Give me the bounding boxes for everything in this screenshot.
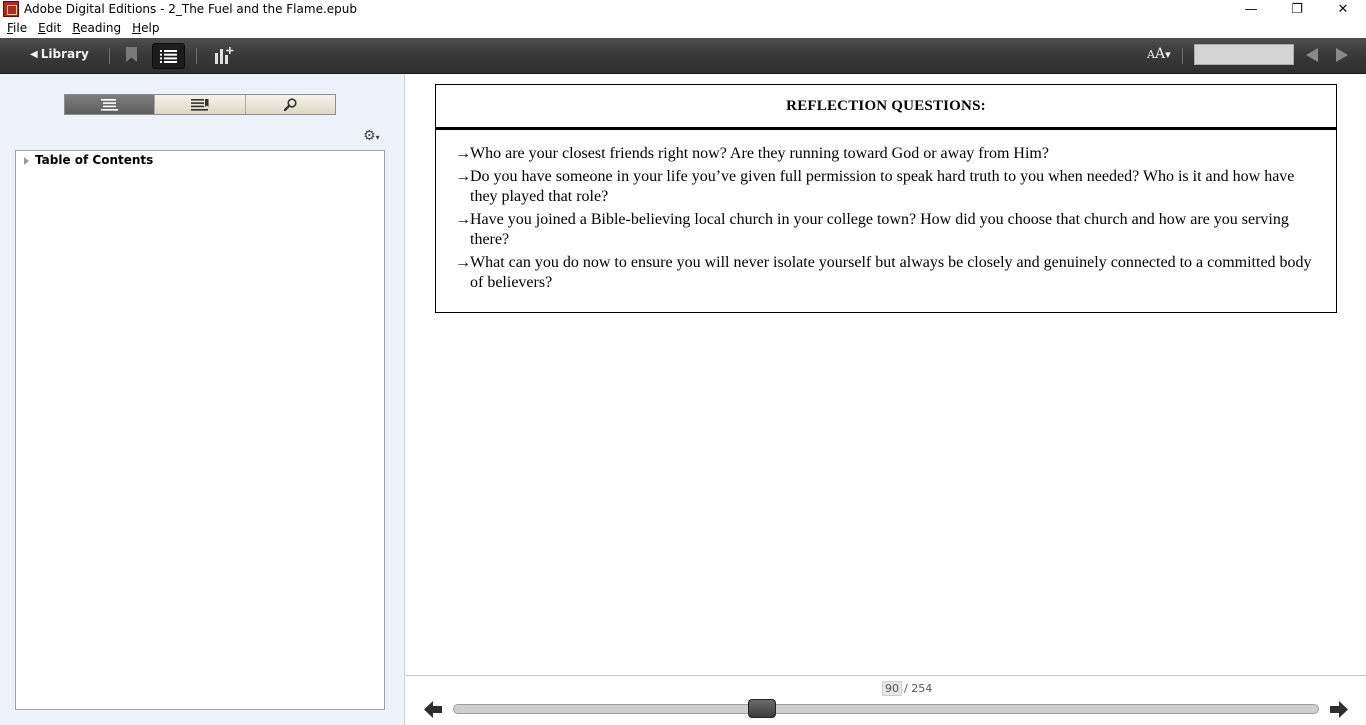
back-arrow-icon: ◀	[30, 48, 38, 60]
expand-triangle-icon[interactable]	[24, 157, 29, 165]
current-page-input[interactable]: 90	[882, 681, 902, 696]
reflection-box	[435, 84, 1337, 313]
add-chart-icon[interactable]	[214, 46, 234, 64]
page-indicator	[882, 681, 932, 696]
app-icon	[3, 1, 19, 17]
menu-help[interactable]: Help	[132, 21, 160, 35]
list-item: →What can you do now to ensure you will never isolate yourself but always be closely and genuinely connected to a committed body of believers?	[455, 254, 1312, 291]
search-icon	[284, 98, 297, 111]
menu-file[interactable]: File	[7, 21, 28, 35]
toolbar	[0, 38, 1366, 74]
search-input[interactable]	[1194, 44, 1294, 65]
annotations-icon	[191, 99, 209, 111]
reading-pane	[406, 74, 1366, 675]
tab-search[interactable]	[246, 95, 335, 114]
restore-button[interactable]: ❐	[1291, 1, 1303, 17]
prev-page-icon[interactable]	[424, 701, 442, 718]
bookmark-icon[interactable]	[126, 47, 137, 62]
library-label: Library	[40, 47, 89, 61]
sidebar	[0, 74, 405, 725]
toc-label: Table of Contents	[35, 153, 154, 167]
contents-icon	[101, 99, 119, 111]
next-result-icon[interactable]	[1336, 48, 1348, 62]
arrow-icon: →	[455, 145, 471, 162]
tab-contents[interactable]	[65, 95, 155, 114]
arrow-icon: →	[455, 168, 471, 185]
list-item: →Who are your closest friends right now? Are they running toward God or away from Him?	[455, 145, 1049, 162]
menu-reading[interactable]: Reading	[72, 21, 122, 35]
toolbar-separator	[196, 48, 197, 64]
window-title: Adobe Digital Editions - 2_The Fuel and the Flame.epub	[24, 2, 357, 16]
minimize-button[interactable]: —	[1244, 1, 1258, 17]
toc-toggle-button[interactable]	[152, 43, 185, 69]
library-button[interactable]	[30, 47, 89, 61]
settings-gear-button[interactable]: ⚙▾	[363, 128, 380, 144]
arrow-icon: →	[455, 254, 471, 271]
page-slider-track[interactable]	[453, 704, 1319, 714]
toolbar-separator	[109, 48, 110, 64]
close-button[interactable]: ✕	[1337, 1, 1349, 17]
question-list	[436, 130, 1336, 293]
toc-root-item[interactable]	[24, 153, 153, 167]
list-icon	[160, 50, 177, 63]
total-pages: / 254	[904, 682, 933, 695]
prev-result-icon[interactable]	[1306, 48, 1318, 62]
toc-panel	[15, 150, 385, 710]
page-navigation	[406, 675, 1366, 725]
toolbar-separator	[1182, 48, 1183, 64]
gear-icon: ⚙	[363, 128, 376, 144]
list-item: →Do you have someone in your life you’ve given full permission to speak hard truth to you when needed? Who is it and how have they played that role?	[455, 168, 1295, 205]
arrow-icon: →	[455, 211, 471, 228]
sidebar-tabs	[64, 94, 336, 115]
next-page-icon[interactable]	[1330, 701, 1348, 718]
menu-edit[interactable]: Edit	[38, 21, 62, 35]
window-controls	[1228, 0, 1366, 18]
page-slider-thumb[interactable]	[748, 699, 776, 718]
reflection-heading: REFLECTION QUESTIONS:	[436, 85, 1336, 130]
title-bar	[0, 0, 1366, 18]
tab-annotations[interactable]	[155, 95, 245, 114]
menu-bar	[0, 18, 1366, 38]
font-size-button[interactable]: AA▾	[1147, 46, 1171, 62]
list-item: →Have you joined a Bible-believing local church in your college town? How did you choose that church and how are you serving there?	[455, 211, 1289, 248]
